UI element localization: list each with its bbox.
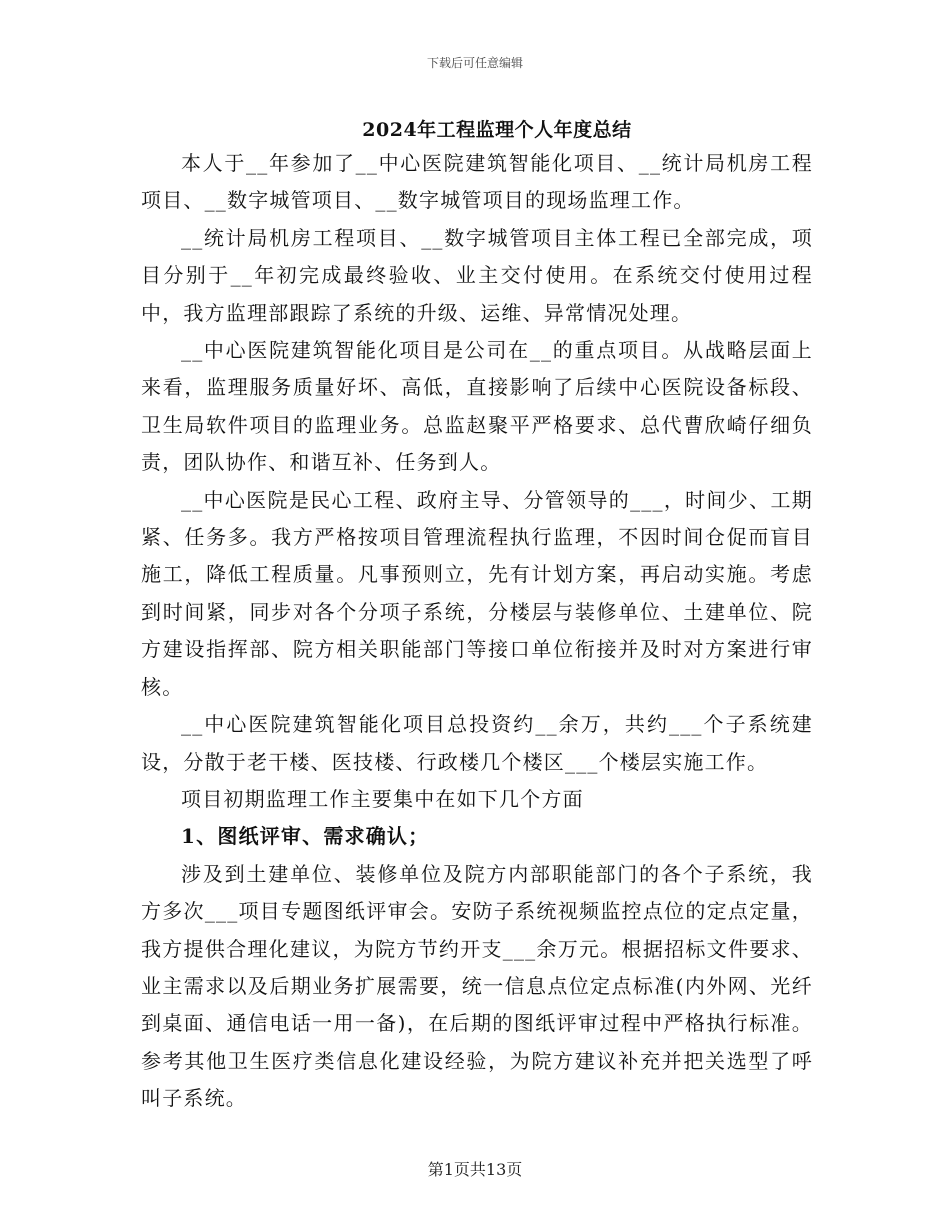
page-header-note: 下载后可任意编辑 [426, 56, 523, 70]
document-title: 2024年工程监理个人年度总结 [362, 119, 632, 141]
paragraph-intro: 本人于__年参加了__中心医院建筑智能化项目、__统计局机房工程项目、__数字城管项目、__数字城管项目的现场监理工作。 [141, 151, 813, 213]
paragraph-investment: __中心医院建筑智能化项目总投资约__余万，共约___个子系统建设，分散于老干楼、医技楼、行政楼几个楼区___个楼层实施工作。 [141, 712, 813, 774]
document-body [141, 145, 813, 1118]
paragraph-key-project: __中心医院建筑智能化项目是公司在__的重点项目。从战略层面上来看，监理服务质量好坏、高低，直接影响了后续中心医院设备标段、卫生局软件项目的监理业务。总监赵聚平严格要求、总代曹欣崎仔细负责，团队协作、和谐互补、任务到人。 [141, 338, 813, 475]
page-number-footer: 第1页共13页 [427, 1160, 523, 1179]
paragraph-drawing-review: 涉及到土建单位、装修单位及院方内部职能部门的各个子系统，我方多次___项目专题图纸评审会。安防子系统视频监控点位的定点定量，我方提供合理化建议，为院方节约开支___余万元。根据招标文件要求、业主需求以及后期业务扩展需要，统一信息点位定点标准(内外网、光纤到桌面、通信电话一用一备)，在后期的图纸评审过程中严格执行标准。参考其他卫生医疗类信息化建设经验，为院方建议补充并把关选型了呼叫子系统。 [141, 861, 813, 1111]
paragraph-hospital-schedule: __中心医院是民心工程、政府主导、分管领导的___，时间少、工期紧、任务多。我方严格按项目管理流程执行监理，不因时间仓促而盲目施工，降低工程质量。凡事预则立，先有计划方案，再启动实施。考虑到时间紧，同步对各个分项子系统，分楼层与装修单位、土建单位、院方建设指挥部、院方相关职能部门等接口单位衔接并及时对方案进行审核。 [141, 487, 813, 699]
section-heading-drawing-review: 1、图纸评审、需求确认； [181, 824, 430, 849]
paragraph-completed-projects: __统计局机房工程项目、__数字城管项目主体工程已全部完成，项目分别于__年初完成最终验收、业主交付使用。在系统交付使用过程中，我方监理部跟踪了系统的升级、运维、异常情况处理。 [141, 225, 813, 325]
paragraph-initial-focus: 项目初期监理工作主要集中在如下几个方面 [181, 786, 584, 811]
